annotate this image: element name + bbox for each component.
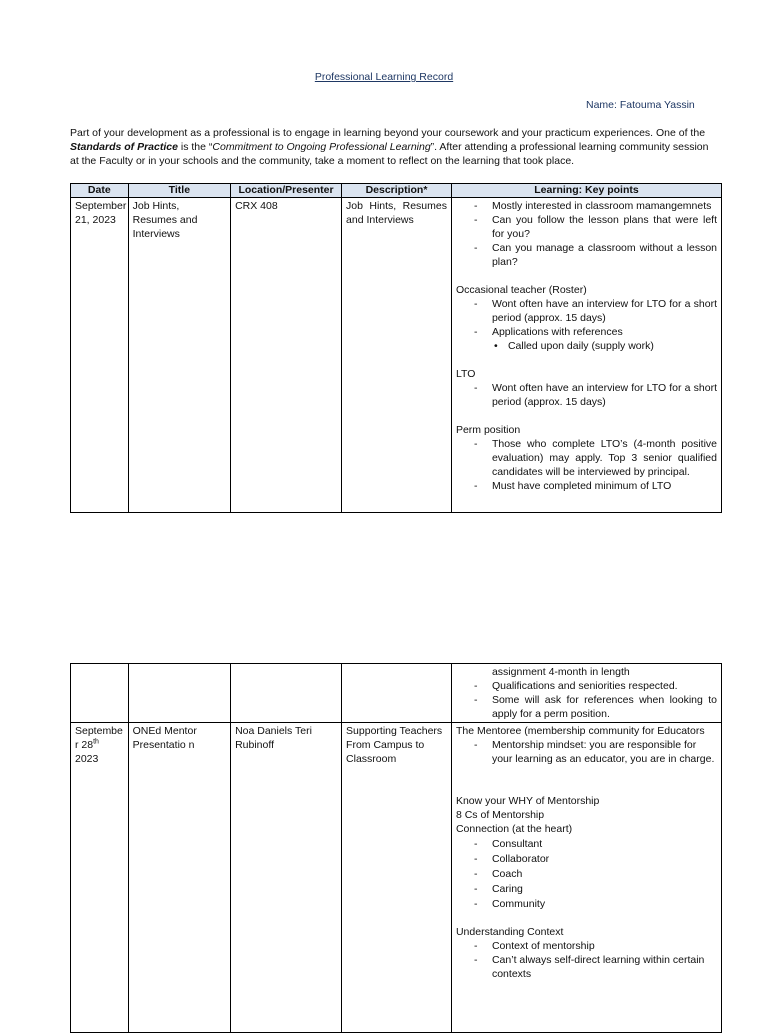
list-item: - Qualifications and seniorities respected. <box>456 679 717 693</box>
section-heading: 8 Cs of Mentorship <box>455 809 545 821</box>
cell-description: Job Hints, Resumes and Interviews <box>342 198 452 513</box>
list-item: - Wont often have an interview for LTO for a short period (approx. 15 days) <box>456 297 717 325</box>
list-item: • Called upon daily (supply work) <box>456 339 717 353</box>
list-item: - Can you follow the lesson plans that were left for you? <box>456 213 717 241</box>
section-heading: Occasional teacher (Roster) <box>455 284 587 296</box>
header-title: Title <box>128 184 230 198</box>
table-row <box>71 723 722 1033</box>
list-item: - Those who complete LTO’s (4-month positive evaluation) may apply. Top 3 senior qualified candidates will be interviewed by principal. <box>456 437 717 479</box>
list-item: - Mentorship mindset: you are responsible for your learning as an educator, you are in charge. <box>456 738 717 766</box>
header-description: Description* <box>342 184 452 198</box>
table-header-row <box>71 184 722 198</box>
header-learning: Learning: Key points <box>451 184 721 198</box>
list-item: - Context of mentorship <box>456 939 717 953</box>
list-item: - Coach <box>456 867 717 881</box>
section-heading: LTO <box>455 368 476 380</box>
standards-emphasis: Standards of Practice <box>70 141 178 154</box>
cell-title: Job Hints, Resumes and Interviews <box>128 198 230 513</box>
list-item: - Can you manage a classroom without a lesson plan? <box>456 241 717 269</box>
list-item: assignment 4-month in length <box>491 666 630 678</box>
cell-learning <box>451 723 721 1033</box>
intro-paragraph: Part of your development as a professional is to engage in learning beyond your coursework and your practicum experiences. One of the Standards of Practice is the “Commitment to Ongoing Professional Learning”. After attending a professional learning community session at the Faculty or in your schools and the community, take a moment to reflect on the learning that took place. <box>70 127 709 168</box>
list-item: - Community <box>456 897 717 911</box>
list-item: - Can’t always self-direct learning within certain contexts <box>456 953 717 981</box>
commitment-emphasis: Commitment to Ongoing Professional Learning <box>212 141 431 154</box>
cell-learning <box>451 664 721 723</box>
section-heading: Connection (at the heart) <box>455 823 573 835</box>
learning-record-table-continued <box>70 663 722 1033</box>
student-name: Name: Fatouma Yassin <box>586 99 695 111</box>
list-item: - Must have completed minimum of LTO <box>456 479 717 493</box>
page-title: Professional Learning Record <box>314 71 454 83</box>
list-item: - Consultant <box>456 837 717 851</box>
table-row <box>71 198 722 513</box>
header-date: Date <box>71 184 129 198</box>
cell-location: Noa Daniels Teri Rubinoff <box>231 723 342 1033</box>
learning-record-table <box>70 183 722 513</box>
section-heading: Know your WHY of Mentorship <box>455 795 600 807</box>
list-item: - Mostly interested in classroom mamangemnets <box>456 199 717 213</box>
section-heading: The Mentoree (membership community for Educators <box>455 725 705 737</box>
table-row <box>71 664 722 723</box>
list-item: - Applications with references <box>456 325 717 339</box>
cell-title: ONEd Mentor Presentatio n <box>128 723 230 1033</box>
section-heading: Understanding Context <box>455 926 564 938</box>
cell-date: September 21, 2023 <box>71 198 129 513</box>
cell-learning <box>451 198 721 513</box>
cell-description: Supporting Teachers From Campus to Classroom <box>342 723 452 1033</box>
section-heading: Perm position <box>455 424 521 436</box>
cell-date: Septembe r 28th 2023 <box>71 723 129 1033</box>
list-item: - Wont often have an interview for LTO for a short period (approx. 15 days) <box>456 381 717 409</box>
header-location: Location/Presenter <box>231 184 342 198</box>
cell-location: CRX 408 <box>231 198 342 513</box>
list-item: - Caring <box>456 882 717 896</box>
list-item: - Collaborator <box>456 852 717 866</box>
list-item: - Some will ask for references when looking to apply for a perm position. <box>456 693 717 721</box>
